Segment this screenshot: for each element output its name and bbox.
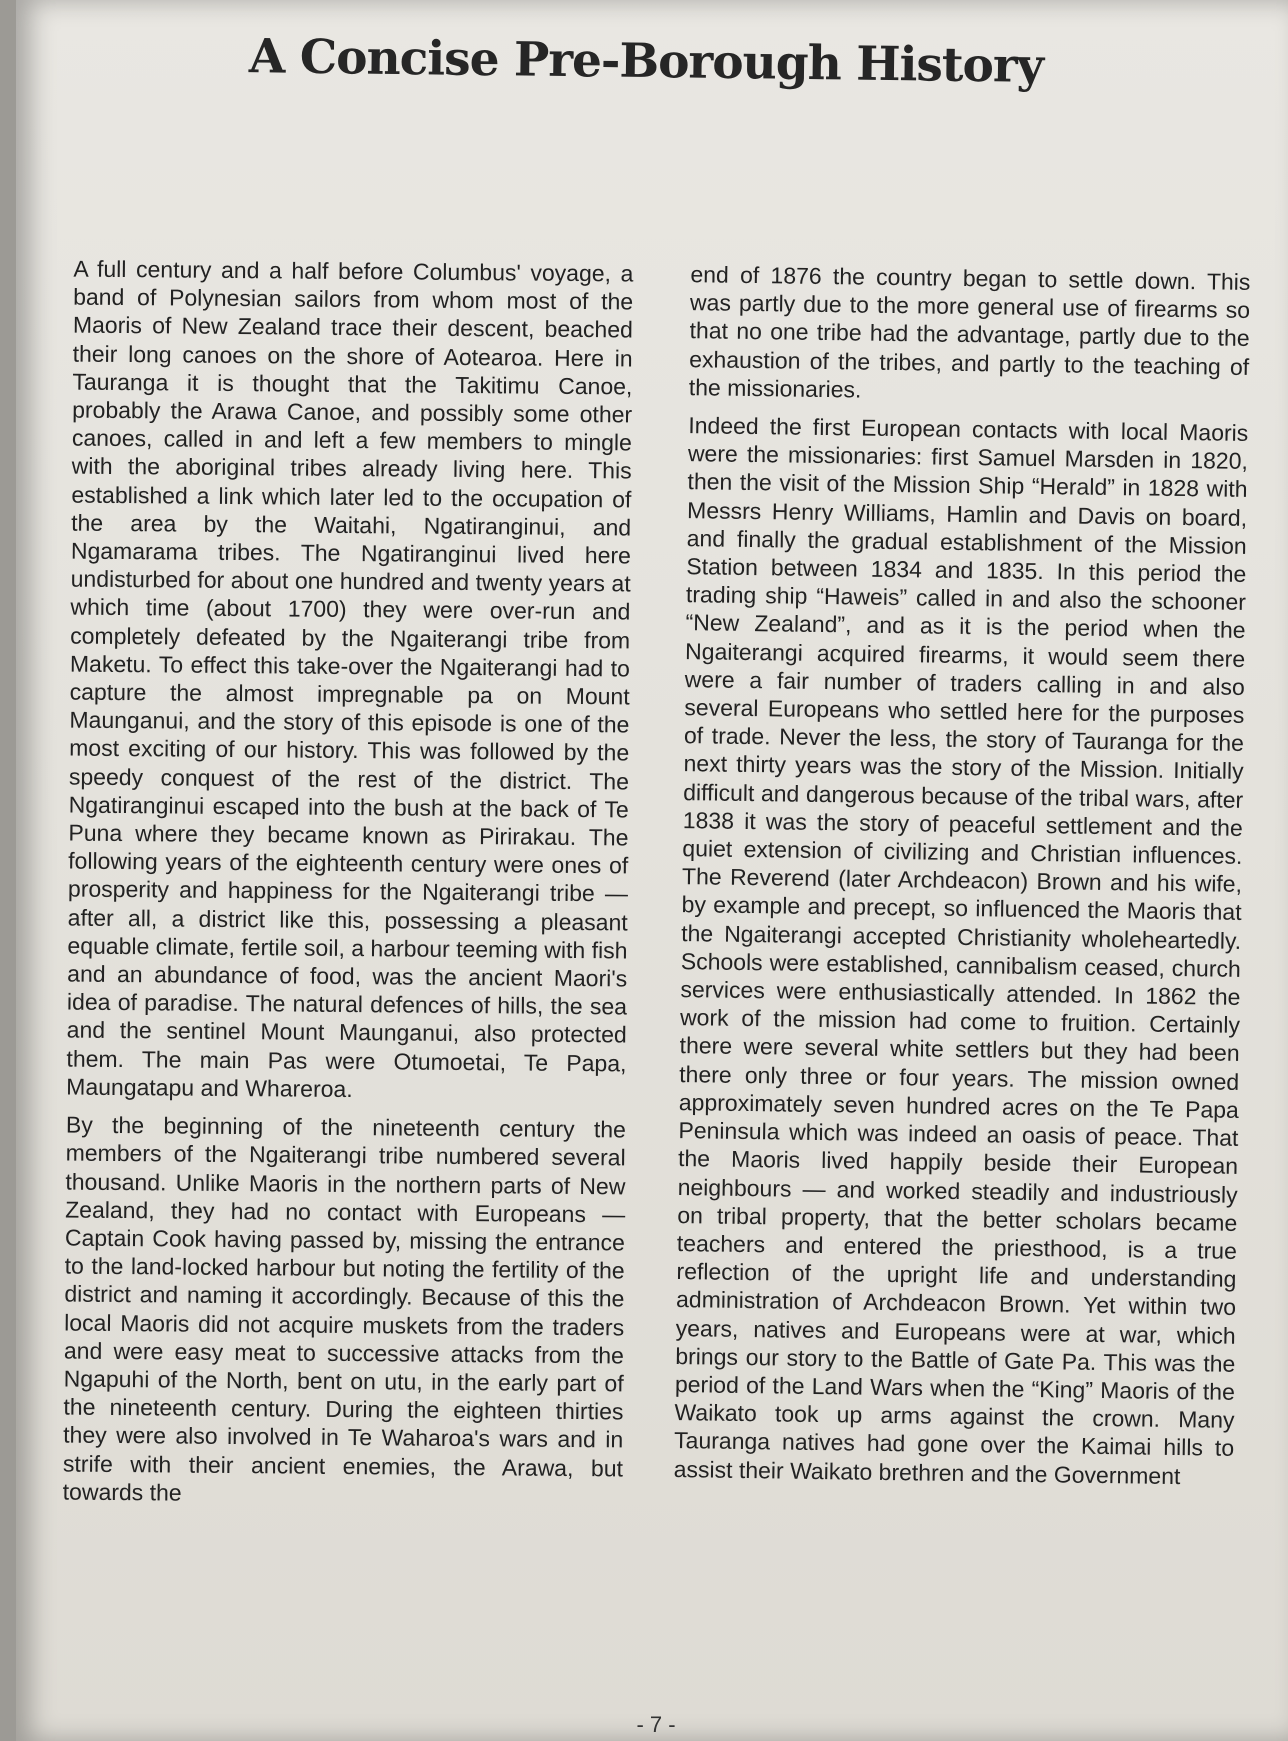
paragraph: end of 1876 the country began to settle down. This was partly due to the more general use of firearms so that no one tribe had the advantage, partly due to the exhaustion of the tribes, and partly to the teaching of the missionaries. — [688, 261, 1251, 403]
page-title: A Concise Pre-Borough History — [248, 29, 1044, 94]
paragraph: By the beginning of the nineteenth century the members of the Ngaiterangi tribe numbered several thousand. Unlike Maoris in the northern parts of New Zealand, they had no contact with Europeans — Captain Cook having passed by, missing the entrance to the land-locked harbour but noting the fertility of the district and naming it accordingly. Because of this the local Maoris did not acquire muskets from the traders and were easy meat to successive attacks from the Ngapuhi of the North, bent on utu, in the early part of the nineteenth century. During the eighteen thirties they were also involved in Te Waharoa's wars and in strife with their ancient enemies, the Arawa, but towards the — [62, 1111, 627, 1506]
page-number: - 7 - — [636, 1712, 676, 1737]
right-column — [673, 260, 1250, 1500]
paragraph: A full century and a half before Columbus' voyage, a band of Polynesian sailors from whom most of the Maoris of New Zealand trace their descent, beached their long canoes on the shore of Aotearoa. Here in Tauranga it is thought that the Takitimu Canoe, probably the Arawa Canoe, and possibly some other canoes, called in and left a few members to mingle with the aboriginal tribes already living here. This established a link which later led to the occupation of the area by the Waitahi, Ngatiranginui, and Ngamarama tribes. The Ngatiranginui lived here undisturbed for about one hundred and twenty years at which time (about 1700) they were over-run and completely defeated by the Ngaiterangi tribe from Maketu. To effect this take-over the Ngaiterangi had to capture the almost impregnable pa on Mount Maunganui, and the story of this episode is one of the most exciting of our history. This was followed by the speedy conquest of the rest of the district. The Ngatiranginui escaped into the bush at the back of Te Puna where they became known as Pirirakau. The following years of the eighteenth century were ones of prosperity and happiness for the Ngaiterangi tribe — after all, a district like this, possessing a pleasant equable climate, fertile soil, a harbour teeming with fish and an abundance of food, was the ancient Maori's idea of paradise. The natural defences of hills, the sea and the sentinel Mount Maunganui, also protected them. The main Pas were Otumoetai, Te Papa, Maungatapu and Whareroa. — [66, 255, 634, 1102]
left-column — [63, 255, 634, 1521]
paragraph: Indeed the first European contacts with local Maoris were the missionaries: first Samuel Marsden in 1820, then the visit of the Mission Ship “Herald” in 1828 with Messrs Henry Williams, Hamlin and Davis on board, and finally the gradual establishment of the Mission Station between 1834 and 1835. In this period the trading ship “Haweis” called in and also the schooner “New Zealand”, and as it is the period when the Ngaiterangi acquired firearms, it would seem there were a fair number of traders calling in and also several Europeans who settled here for the purposes of trade. Never the less, the story of Tauranga for the next thirty years was the story of the Mission. Initially difficult and dangerous because of the tribal wars, after 1838 it was the story of peaceful settlement and the quiet extension of civilizing and Christian influences. The Reverend (later Archdeacon) Brown and his wife, by example and precept, so influenced the Maoris that the Ngaiterangi accepted Christianity wholeheartedly. Schools were established, cannibalism ceased, church services were enthusiastically attended. In 1862 the work of the mission had come to fruition. Certainly there were several white settlers but they had been there only three or four years. The mission owned approximately seven hundred acres on the Te Papa Peninsula which was indeed an oasis of peace. That the Maoris lived happily beside their European neighbours — and worked steadily and industriously on tribal property, that the better scholars became teachers and entered the priesthood, is a true reflection of the upright life and understanding administration of Archdeacon Brown. Yet within two years, natives and Europeans were at war, which brings our story to the Battle of Gate Pa. This was the period of the Land Wars when the “King” Maoris of the Waikato took up arms against the crown. Many Tauranga natives had gone over the Kaimai hills to assist their Waikato brethren and the Government — [673, 412, 1249, 1489]
document-page — [16, 0, 1288, 1741]
